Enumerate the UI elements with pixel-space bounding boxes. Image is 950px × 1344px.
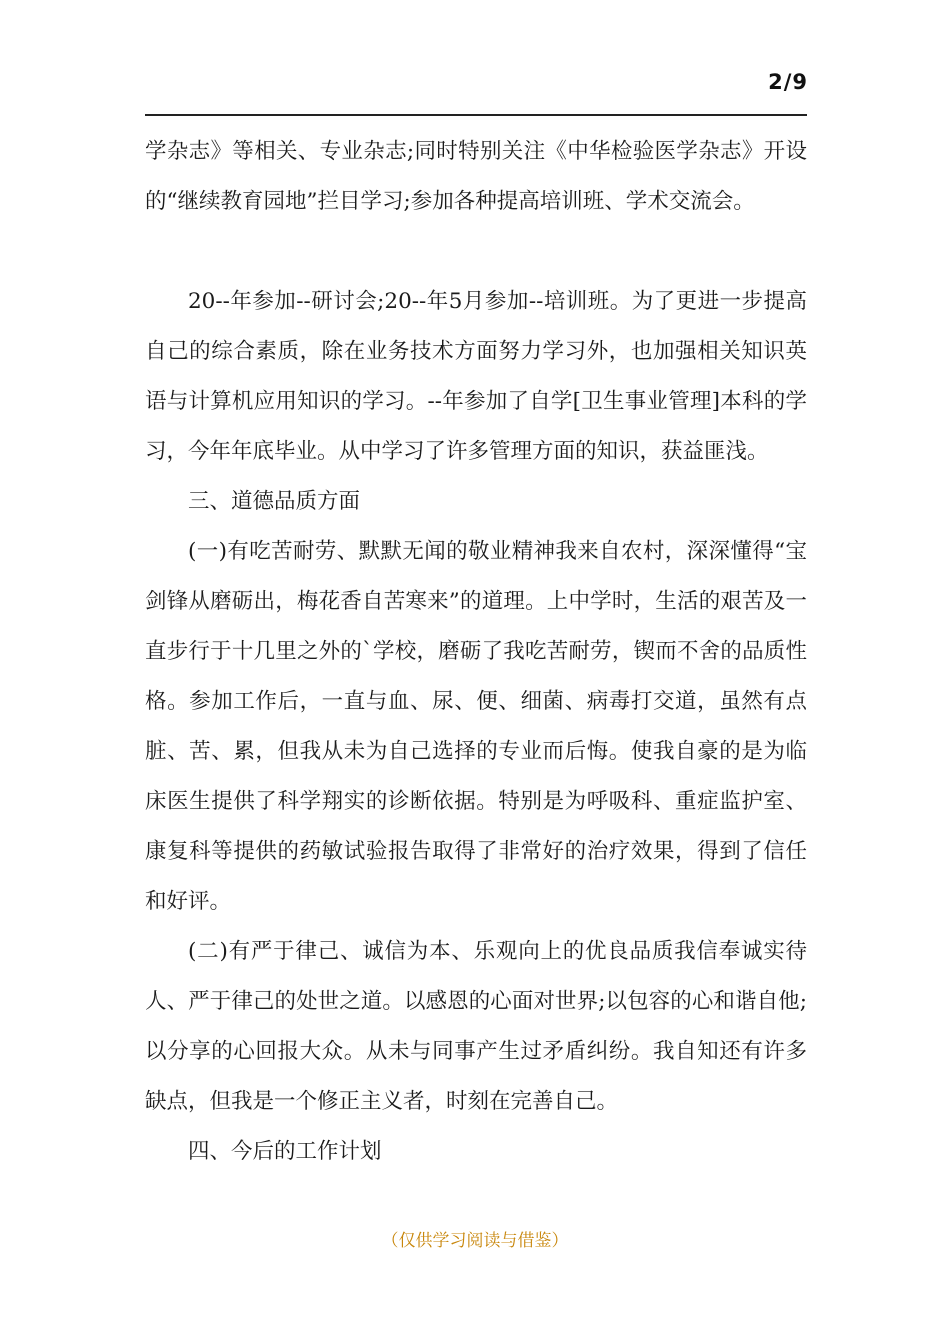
section-heading-plan: 四、今后的工作计划 bbox=[188, 1139, 382, 1164]
paragraph-training: 20--年参加--研讨会;20--年5月参加--培训班。为了更进一步提高自己的综合素质，除在业务技术方面努力学习外，也加强相关知识英语与计算机应用知识的学习。--年参加了自学[卫生事业管理]本科的学习，今年年底毕业。从中学习了许多管理方面的知识，获益匪浅。 bbox=[145, 289, 807, 464]
document-body bbox=[145, 127, 807, 1177]
paragraph-integrity: (二)有严于律己、诚信为本、乐观向上的优良品质我信奉诚实待人、严于律己的处世之道。以感恩的心面对世界;以包容的心和谐自他;以分享的心回报大众。从未与同事产生过矛盾纠纷。我自知还有许多缺点，但我是一个修正主义者，时刻在完善自己。 bbox=[145, 939, 807, 1114]
page-number: 2/9 bbox=[768, 70, 808, 94]
paragraph-hardworking: (一)有吃苦耐劳、默默无闻的敬业精神我来自农村，深深懂得“宝剑锋从磨砺出，梅花香自苦寒来”的道理。上中学时，生活的艰苦及一直步行于十几里之外的`学校，磨砺了我吃苦耐劳，锲而不舍的品质性格。参加工作后，一直与血、尿、便、细菌、病毒打交道，虽然有点脏、苦、累，但我从未为自己选择的专业而后悔。使我自豪的是为临床医生提供了科学翔实的诊断依据。特别是为呼吸科、重症监护室、康复科等提供的药敏试验报告取得了非常好的治疗效果，得到了信任和好评。 bbox=[145, 539, 807, 914]
section-heading-ethics: 三、道德品质方面 bbox=[188, 489, 361, 514]
header-divider bbox=[145, 114, 807, 116]
paragraph-continuation: 学杂志》等相关、专业杂志;同时特别关注《中华检验医学杂志》开设的“继续教育园地”拦目学习;参加各种提高培训班、学术交流会。 bbox=[145, 139, 807, 214]
footer-note: （仅供学习阅读与借鉴） bbox=[381, 1231, 569, 1251]
